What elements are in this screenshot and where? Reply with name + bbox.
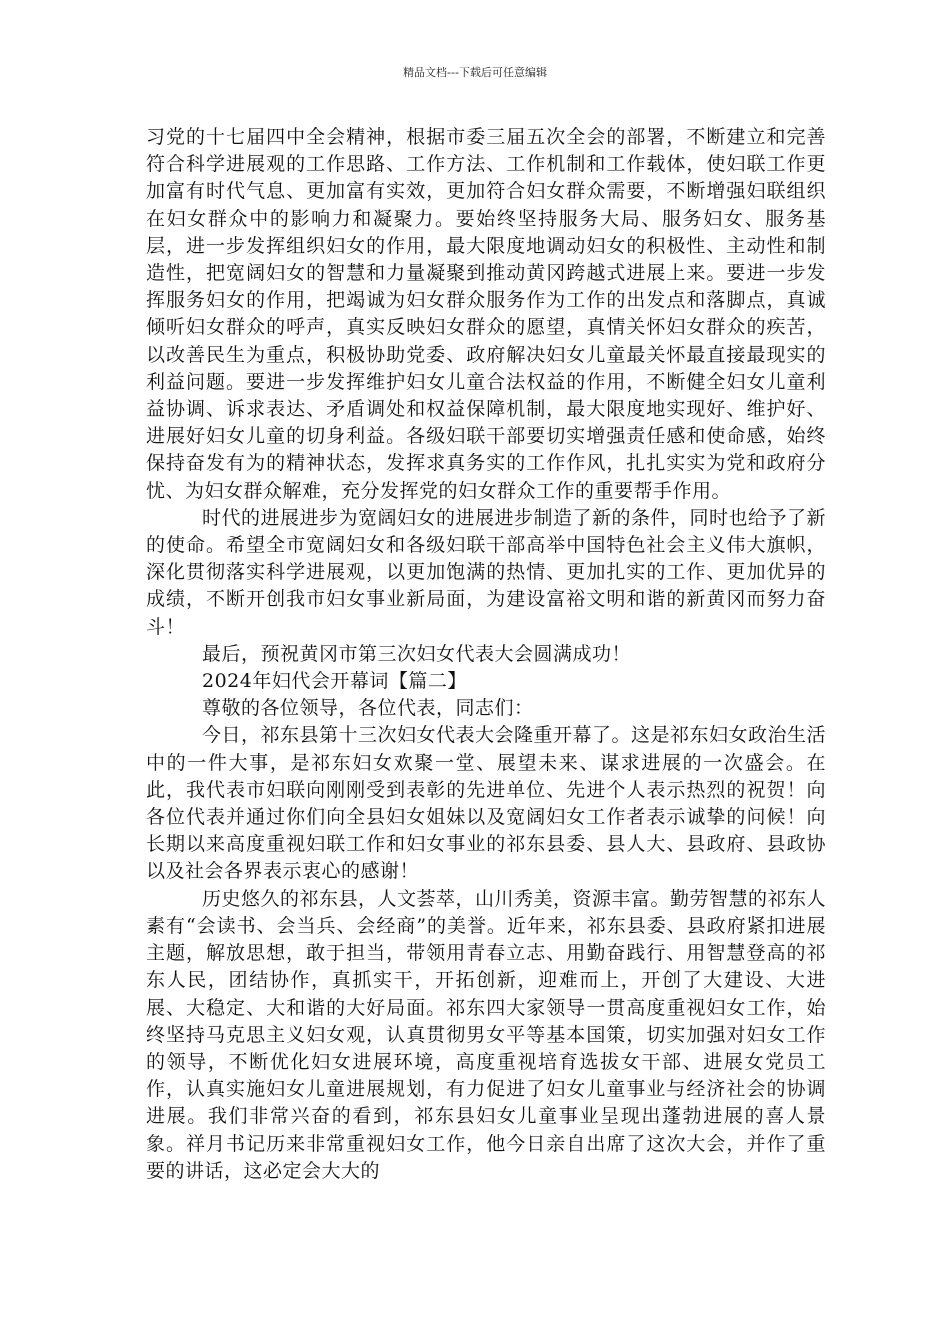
body-paragraph-3: 今日，祁东县第十三次妇女代表大会隆重开幕了。这是祁东妇女政治生活中的一件大事，是祁东妇女欢聚一堂、展望未来、谋求进展的一次盛会。在此，我代表市妇联向刚刚受到表彰的先进单位、先进个人表示热烈的祝贺！向各位代表并通过你们向全县妇女姐妹以及宽阔妇女工作者表示诚挚的问候！向长期以来高度重视妇联工作和妇女事业的祁东县委、县人大、县政府、县政协以及社会各界表示衷心的感谢！ [146, 724, 827, 883]
closing-wish: 最后，预祝黄冈市第三次妇女代表大会圆满成功！ [202, 642, 632, 665]
body-paragraph-2: 时代的进展进步为宽阔妇女的进展进步制造了新的条件，同时也给予了新的使命。希望全市宽阔妇女和各级妇联干部高举中国特色社会主义伟大旗帜，深化贯彻落实科学进展观，以更加饱满的热情、更加扎实的工作、更加优异的成绩，不断开创我市妇女事业新局面，为建设富裕文明和谐的新黄冈而努力奋斗！ [146, 506, 827, 638]
document-body [146, 124, 826, 1185]
body-paragraph-1: 习党的十七届四中全会精神，根据市委三届五次全会的部署，不断建立和完善符合科学进展观的工作思路、工作方法、工作机制和工作载体，使妇联工作更加富有时代气息、更加富有实效，更加符合妇女群众需要，不断增强妇联组织在妇女群众中的影响力和凝聚力。要始终坚持服务大局、服务妇女、服务基层，进一步发挥组织妇女的作用，最大限度地调动妇女的积极性、主动性和制造性，把宽阔妇女的智慧和力量凝聚到推动黄冈跨越式进展上来。要进一步发挥服务妇女的作用，把竭诚为妇女群众服务作为工作的出发点和落脚点，真诚倾听妇女群众的呼声，真实反映妇女群众的愿望，真情关怀妇女群众的疾苦，以改善民生为重点，积极协助党委、政府解决妇女儿童最关怀最直接最现实的利益问题。要进一步发挥维护妇女儿童合法权益的作用，不断健全妇女儿童利益协调、诉求表达、矛盾调处和权益保障机制，最大限度地实现好、维护好、进展好妇女儿童的切身利益。各级妇联干部要切实增强责任感和使命感，始终保持奋发有为的精神状态，发挥求真务实的工作作风，扎扎实实为党和政府分忧、为妇女群众解难，充分发挥党的妇女群众工作的重要帮手作用。 [146, 126, 826, 502]
salutation: 尊敬的各位领导，各位代表，同志们： [202, 697, 534, 720]
section-title: 2024年妇代会开幕词【篇二】 [202, 670, 467, 693]
page-header: 精品文档---下载后可任意编辑 [403, 66, 547, 79]
body-paragraph-4: 历史悠久的祁东县，人文荟萃，山川秀美，资源丰富。勤劳智慧的祁东人素有“会读书、会当兵、会经商”的美誉。近年来，祁东县委、县政府紧扣进展主题，解放思想，敢于担当，带领用青春立志、用勤奋践行、用智慧登高的祁东人民，团结协作，真抓实干，开拓创新，迎难而上，开创了大建设、大进展、大稳定、大和谐的大好局面。祁东四大家领导一贯高度重视妇女工作，始终坚持马克思主义妇女观，认真贯彻男女平等基本国策，切实加强对妇女工作的领导，不断优化妇女进展环境，高度重视培育选拔女干部、进展女党员工作，认真实施妇女儿童进展规划，有力促进了妇女儿童事业与经济社会的协调进展。我们非常兴奋的看到，祁东县妇女儿童事业呈现出蓬勃进展的喜人景象。祥月书记历来非常重视妇女工作，他今日亲自出席了这次大会，并作了重要的讲话，这必定会大大的 [146, 887, 827, 1182]
